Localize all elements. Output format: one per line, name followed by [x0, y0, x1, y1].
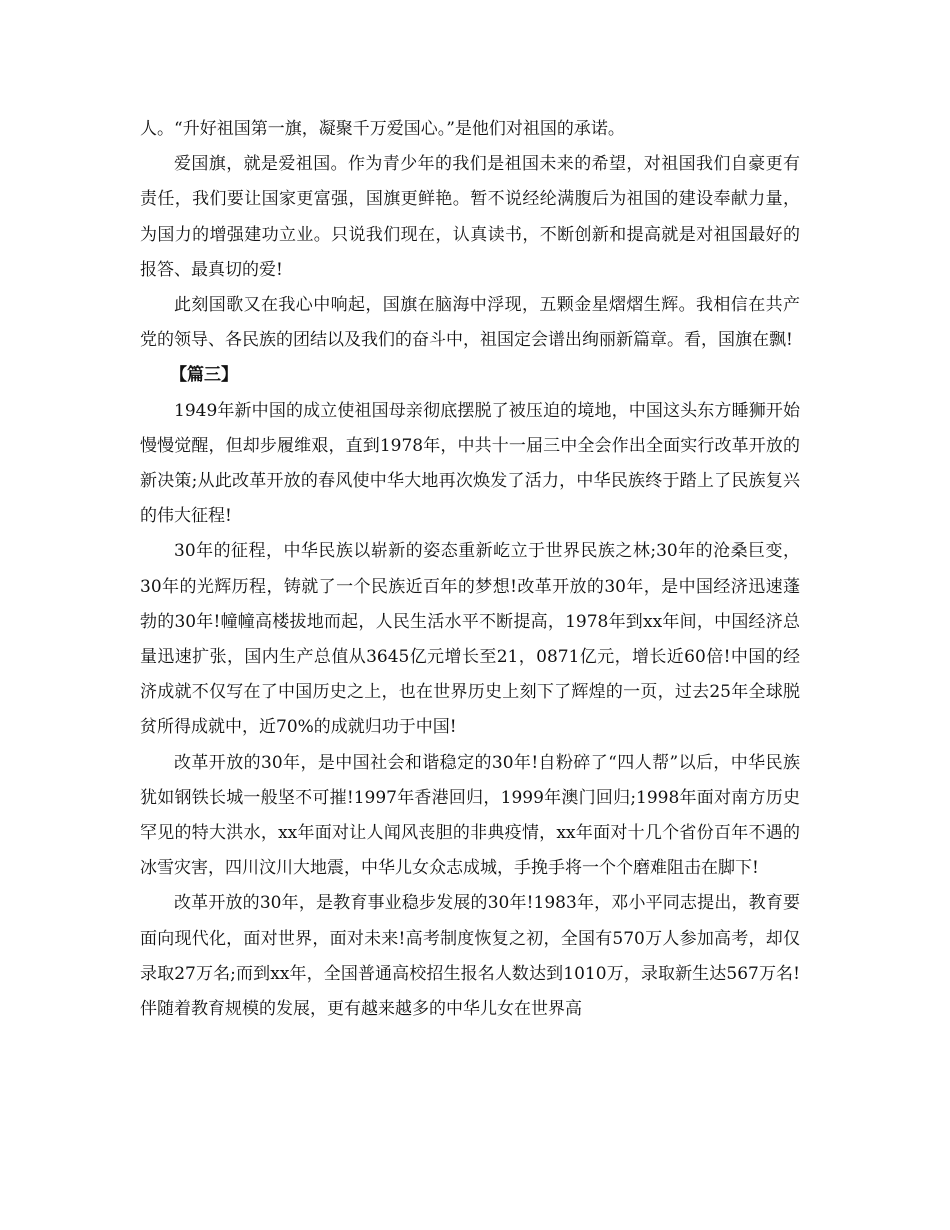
paragraph-society: 改革开放的30年，是中国社会和谐稳定的30年!自粉碎了“四人帮”以后，中华民族犹如钢铁长城一般坚不可摧!1997年香港回归，1999年澳门回归;1998年面对南方历史罕见的特大洪水，xx年面对让人闻风丧胆的非典疫情，xx年面对十几个省份百年不遇的冰雪灾害，四川汶川大地震，中华儿女众志成城，手挽手将一个个磨难阻击在脚下! [140, 752, 800, 879]
document-body [140, 112, 800, 1027]
paragraph-economy: 30年的征程，中华民族以崭新的姿态重新屹立于世界民族之林;30年的沧桑巨变，30年的光辉历程，铸就了一个民族近百年的梦想!改革开放的30年，是中国经济迅速蓬勃的30年!幢幢高楼拔地而起，人民生活水平不断提高，1978年到xx年间，中国经济总量迅速扩张，国内生产总值从3645亿元增长至21，0871亿元，增长近60倍!中国的经济成就不仅写在了中国历史之上，也在世界历史上刻下了辉煌的一页，过去25年全球脱贫所得成就中，近70%的成就归功于中国! [140, 541, 800, 738]
paragraph-1949: 1949年新中国的成立使祖国母亲彻底摆脱了被压迫的境地，中国这头东方睡狮开始慢慢觉醒，但却步履维艰，直到1978年，中共十一届三中全会作出全面实行改革开放的新决策;从此改革开放的春风使中华大地再次焕发了活力，中华民族终于踏上了民族复兴的伟大征程! [140, 400, 800, 527]
paragraph-education: 改革开放的30年，是教育事业稳步发展的30年!1983年，邓小平同志提出，教育要面向现代化，面对世界，面对未来!高考制度恢复之初，全国有570万人参加高考，却仅录取27万名;而到xx年，全国普通高校招生报名人数达到1010万，录取新生达567万名!伴随着教育规模的发展，更有越来越多的中华儿女在世界高 [140, 893, 800, 1020]
section-heading: 【篇三】 [170, 365, 238, 386]
paragraph-anthem: 此刻国歌又在我心中响起，国旗在脑海中浮现，五颗金星熠熠生辉。我相信在共产党的领导、各民族的团结以及我们的奋斗中，祖国定会谱出绚丽新篇章。看，国旗在飘! [140, 295, 800, 351]
paragraph-love-flag: 爱国旗，就是爱祖国。作为青少年的我们是祖国未来的希望，对祖国我们自豪更有责任，我们要让国家更富强，国旗更鲜艳。暂不说经纶满腹后为祖国的建设奉献力量，为国力的增强建功立业。只说我们现在，认真读书，不断创新和提高就是对祖国最好的报答、最真切的爱! [140, 154, 800, 280]
paragraph-continuation: 人。“升好祖国第一旗，凝聚千万爱国心。”是他们对祖国的承诺。 [140, 119, 625, 139]
